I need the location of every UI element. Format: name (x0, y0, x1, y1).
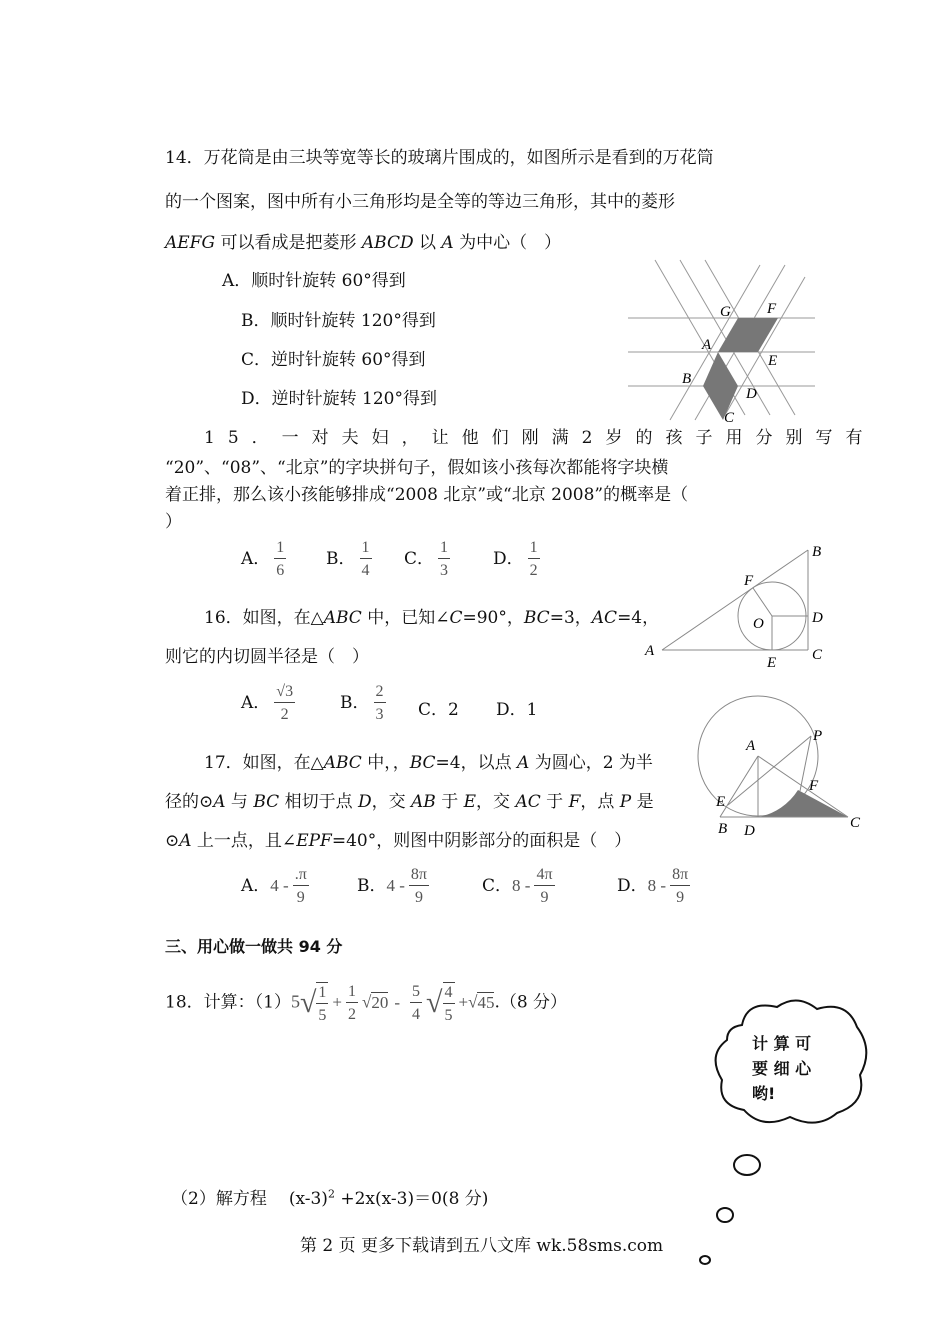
q17-l2-17: 是 (631, 792, 654, 812)
q15-option-d-fraction (528, 540, 540, 579)
q17-l2-15: ，点 (580, 792, 620, 812)
fig14-label-b: B (682, 371, 692, 387)
cloud-line1: 计 算 可 (752, 1034, 812, 1053)
q17-l2-9: 于 (435, 792, 464, 812)
q17-option-d (617, 867, 694, 906)
q17-a-num: .π (293, 867, 309, 886)
q16-option-c: C．2 (418, 700, 459, 720)
q17-l3-1: ⊙ (165, 831, 180, 851)
q18-end: .（8 分） (494, 992, 568, 1013)
q17-option-b-fraction (409, 867, 429, 906)
q16-t4: =3， (549, 608, 592, 628)
q14-var-aefg: AEFG (165, 233, 216, 253)
q15-option-d (493, 540, 544, 579)
q16-var-abc: ABC (323, 608, 362, 628)
q18-part2-exp: 2 (327, 1187, 335, 1201)
fig14-label-c: C (724, 410, 735, 426)
fig17-label-b: B (718, 821, 728, 837)
q17-option-c-label: C． (482, 876, 513, 896)
q18-t2-rad: 20 (371, 992, 389, 1012)
q16-t1: 16．如图，在△ (204, 608, 324, 628)
q17-c-pre: 8 - (512, 876, 531, 895)
q17-l3-5: =40°，则图中阴影部分的面积是（ ） (331, 831, 632, 851)
fig17-label-a: A (746, 738, 756, 754)
q14-kaleidoscope-figure (620, 255, 820, 425)
q18-plus-1: + (332, 992, 343, 1012)
q15-option-b-label: B． (326, 549, 356, 569)
q17-c-num: 4π (534, 867, 554, 886)
q17-option-a-label: A． (241, 876, 271, 896)
q16-var-bc: BC (523, 608, 550, 628)
fig14-label-f: F (767, 301, 777, 317)
q17-b-num: 8π (409, 867, 429, 886)
q17-option-a-fraction (293, 867, 309, 906)
q14-text-2: 以 (413, 233, 442, 253)
q17-l2-2: A (213, 792, 226, 812)
q16-t2: 中，已知∠ (361, 608, 450, 628)
q18-part2-eq: (x-3) (288, 1189, 328, 1209)
q18-t2-num: 1 (346, 984, 358, 1003)
q17-l2-13: 于 (540, 792, 569, 812)
q18-t3-fraction (410, 984, 422, 1023)
fig17-label-c: C (850, 815, 861, 831)
q15-option-c-fraction (438, 540, 450, 579)
q17-line1 (204, 748, 653, 773)
q17-option-a (241, 867, 313, 906)
q17-l2-6: D (357, 792, 372, 812)
q15-a-den: 6 (276, 562, 285, 579)
q18-part2-label: （2）解方程 (171, 1189, 267, 1209)
q18-t4-rad: 45 (477, 992, 495, 1012)
q17-t4: 为圆心，2 为半 (529, 753, 653, 773)
q17-l2-10: E (463, 792, 477, 812)
q15-line1-text: 15．一对夫妇，让他们刚满2岁的孩子用分别写有 (204, 428, 876, 448)
q17-a-pre: 4 - (270, 876, 289, 895)
q14-option-c: C．逆时针旋转 60°得到 (241, 350, 426, 370)
q16-option-a-fraction (274, 684, 295, 723)
q17-option-d-label: D． (617, 876, 648, 896)
fig17-label-d: D (744, 823, 755, 839)
q17-option-c-fraction (534, 867, 554, 906)
q18-t1-num: 1 (316, 985, 328, 1004)
fig17-label-p: P (813, 728, 823, 744)
q17-l3-4: EPF (296, 831, 332, 851)
q15-option-a (241, 540, 290, 579)
q18-t1-fraction (316, 982, 328, 1024)
q16-option-d: D．1 (496, 700, 538, 720)
q17-var-abc: ABC (323, 753, 362, 773)
q14-line1: 14．万花筒是由三块等宽等长的玻璃片围成的，如图所示是看到的万花筒 (165, 148, 714, 168)
fig17-label-e: E (716, 794, 726, 810)
q17-var-a: A (517, 753, 530, 773)
q17-l2-14: F (568, 792, 581, 812)
q16-option-b-fraction (374, 684, 386, 723)
q17-option-d-fraction (670, 867, 690, 906)
q18-part2 (171, 1184, 488, 1209)
q14-option-d: D．逆时针旋转 120°得到 (241, 389, 437, 409)
q16-option-b (340, 684, 390, 723)
q18-plus-2: + (458, 992, 469, 1012)
q14-text-1: 可以看成是把菱形 (215, 233, 362, 253)
q17-line2 (165, 787, 654, 812)
q16-line1 (204, 603, 659, 628)
fig16-label-e: E (767, 655, 777, 671)
q17-option-c (482, 867, 559, 906)
q16-incircle-figure (640, 540, 840, 670)
q17-option-b (357, 867, 433, 906)
q17-l3-3: 上一点，且∠ (191, 831, 297, 851)
fig14-label-e: E (768, 353, 778, 369)
q17-t2: 中，， (361, 753, 410, 773)
q17-l2-4: BC (253, 792, 280, 812)
q16-option-a-label: A． (241, 693, 271, 713)
q18-sqrt-sign-1: √ (299, 986, 317, 1019)
q18-minus: - (394, 992, 401, 1012)
q16-b-den: 3 (375, 706, 384, 723)
q15-b-num: 1 (360, 540, 372, 559)
q16-t5: =4， (617, 608, 660, 628)
q14-line2: 的一个图案，图中所有小三角形均是全等的等边三角形，其中的菱形 (165, 192, 675, 212)
cloud-line3: 哟! (752, 1084, 776, 1103)
q15-option-c (404, 540, 454, 579)
q15-c-den: 3 (440, 562, 449, 579)
fig14-label-d: D (746, 386, 757, 402)
q18-sqrt-2: √20 (362, 992, 389, 1012)
q17-t3: =4，以点 (435, 753, 518, 773)
q18-t2-den: 2 (348, 1005, 357, 1023)
q14-option-a: A．顺时针旋转 60°得到 (222, 271, 406, 291)
q16-option-b-label: B． (340, 693, 370, 713)
fig16-label-f: F (744, 573, 754, 589)
q15-a-num: 1 (274, 540, 286, 559)
q15-b-den: 4 (361, 562, 370, 579)
fig16-label-o: O (753, 616, 764, 632)
q18-label: 18．计算：（1） (165, 992, 291, 1013)
q16-a-den: 2 (280, 706, 289, 723)
q17-l2-3: 与 (225, 792, 254, 812)
q16-a-num: √3 (274, 684, 295, 703)
q17-d-den: 9 (676, 889, 685, 906)
q18-t1-den: 5 (318, 1007, 327, 1024)
fig14-label-a: A (702, 337, 712, 353)
q18-t3-num: 5 (410, 984, 422, 1003)
q17-b-pre: 4 - (386, 876, 405, 895)
q18-sqrt-4: √45 (468, 992, 495, 1012)
q15-option-d-label: D． (493, 549, 524, 569)
page-footer: 第 2 页 更多下载请到五八文库 wk.58sms.com (300, 1236, 664, 1256)
q15-option-b-fraction (360, 540, 372, 579)
q17-line3 (165, 826, 631, 851)
q16-var-c: C (449, 608, 463, 628)
q18-t3-rad-fraction (443, 982, 455, 1024)
q15-option-c-label: C． (404, 549, 435, 569)
q15-c-num: 1 (438, 540, 450, 559)
q17-b-den: 9 (414, 889, 423, 906)
cloud-line2: 要 细 心 (752, 1059, 812, 1078)
q17-l2-1: 径的⊙ (165, 792, 214, 812)
section-three-heading: 三、用心做一做共 94 分 (165, 937, 343, 956)
q17-l2-8: AB (411, 792, 436, 812)
q16-t3: =90°， (462, 608, 524, 628)
q14-text-3: 为中心（ ） (453, 233, 562, 253)
q16-line2: 则它的内切圆半径是（ ） (165, 647, 369, 667)
q15-d-num: 1 (528, 540, 540, 559)
q15-line3: 着正排，那么该小孩能够排成“2008 北京”或“北京 2008”的概率是（ (165, 485, 689, 505)
q14-var-a: A (441, 233, 454, 253)
fig16-label-c: C (812, 647, 823, 663)
fig16-label-d: D (812, 610, 823, 626)
q17-a-den: 9 (296, 889, 305, 906)
fig14-label-g: G (720, 304, 731, 320)
shaded-region (758, 790, 848, 817)
q15-line1 (204, 423, 875, 448)
q17-t1: 17．如图，在△ (204, 753, 324, 773)
q15-line4: ） (165, 512, 182, 532)
q16-option-a (241, 684, 299, 723)
q18-part2-rest: +2x(x-3)＝0(8 分) (334, 1189, 489, 1209)
q18-t1-coef: 5 (290, 991, 300, 1012)
q17-l2-12: AC (515, 792, 541, 812)
q15-option-a-label: A． (241, 549, 271, 569)
q15-d-den: 2 (529, 562, 538, 579)
q17-option-b-label: B． (357, 876, 387, 896)
q18-line1 (165, 982, 567, 1024)
q14-var-abcd: ABCD (361, 233, 414, 253)
fig17-label-f: F (809, 778, 819, 794)
q17-var-bc: BC (409, 753, 436, 773)
q17-l2-5: 相切于点 (279, 792, 358, 812)
q17-d-num: 8π (670, 867, 690, 886)
q15-option-b (326, 540, 376, 579)
fig16-label-a: A (645, 643, 655, 659)
q18-t3-rden: 5 (444, 1007, 453, 1024)
q17-d-pre: 8 - (647, 876, 667, 895)
q14-line3 (165, 228, 561, 253)
q18-t2-fraction (346, 984, 358, 1023)
q14-option-b: B．顺时针旋转 120°得到 (241, 311, 436, 331)
q15-option-a-fraction (274, 540, 286, 579)
q18-t3-rnum: 4 (443, 985, 455, 1004)
fig16-label-b: B (812, 544, 822, 560)
q17-l2-7: ，交 (371, 792, 412, 812)
q15-line2: “20”、“08”、“北京”的字块拼句子，假如该小孩每次都能将字块横 (165, 458, 669, 478)
q16-b-num: 2 (374, 684, 386, 703)
q17-circle-figure (688, 690, 868, 840)
q16-var-ac: AC (591, 608, 618, 628)
q17-c-den: 9 (540, 889, 549, 906)
rhombus-aefg (718, 318, 778, 352)
q17-l2-11: ，交 (476, 792, 516, 812)
q17-l3-2: A (179, 831, 192, 851)
q18-sqrt-sign-3: √ (426, 986, 443, 1019)
q17-l2-16: P (619, 792, 632, 812)
q18-t3-den: 4 (412, 1005, 421, 1023)
